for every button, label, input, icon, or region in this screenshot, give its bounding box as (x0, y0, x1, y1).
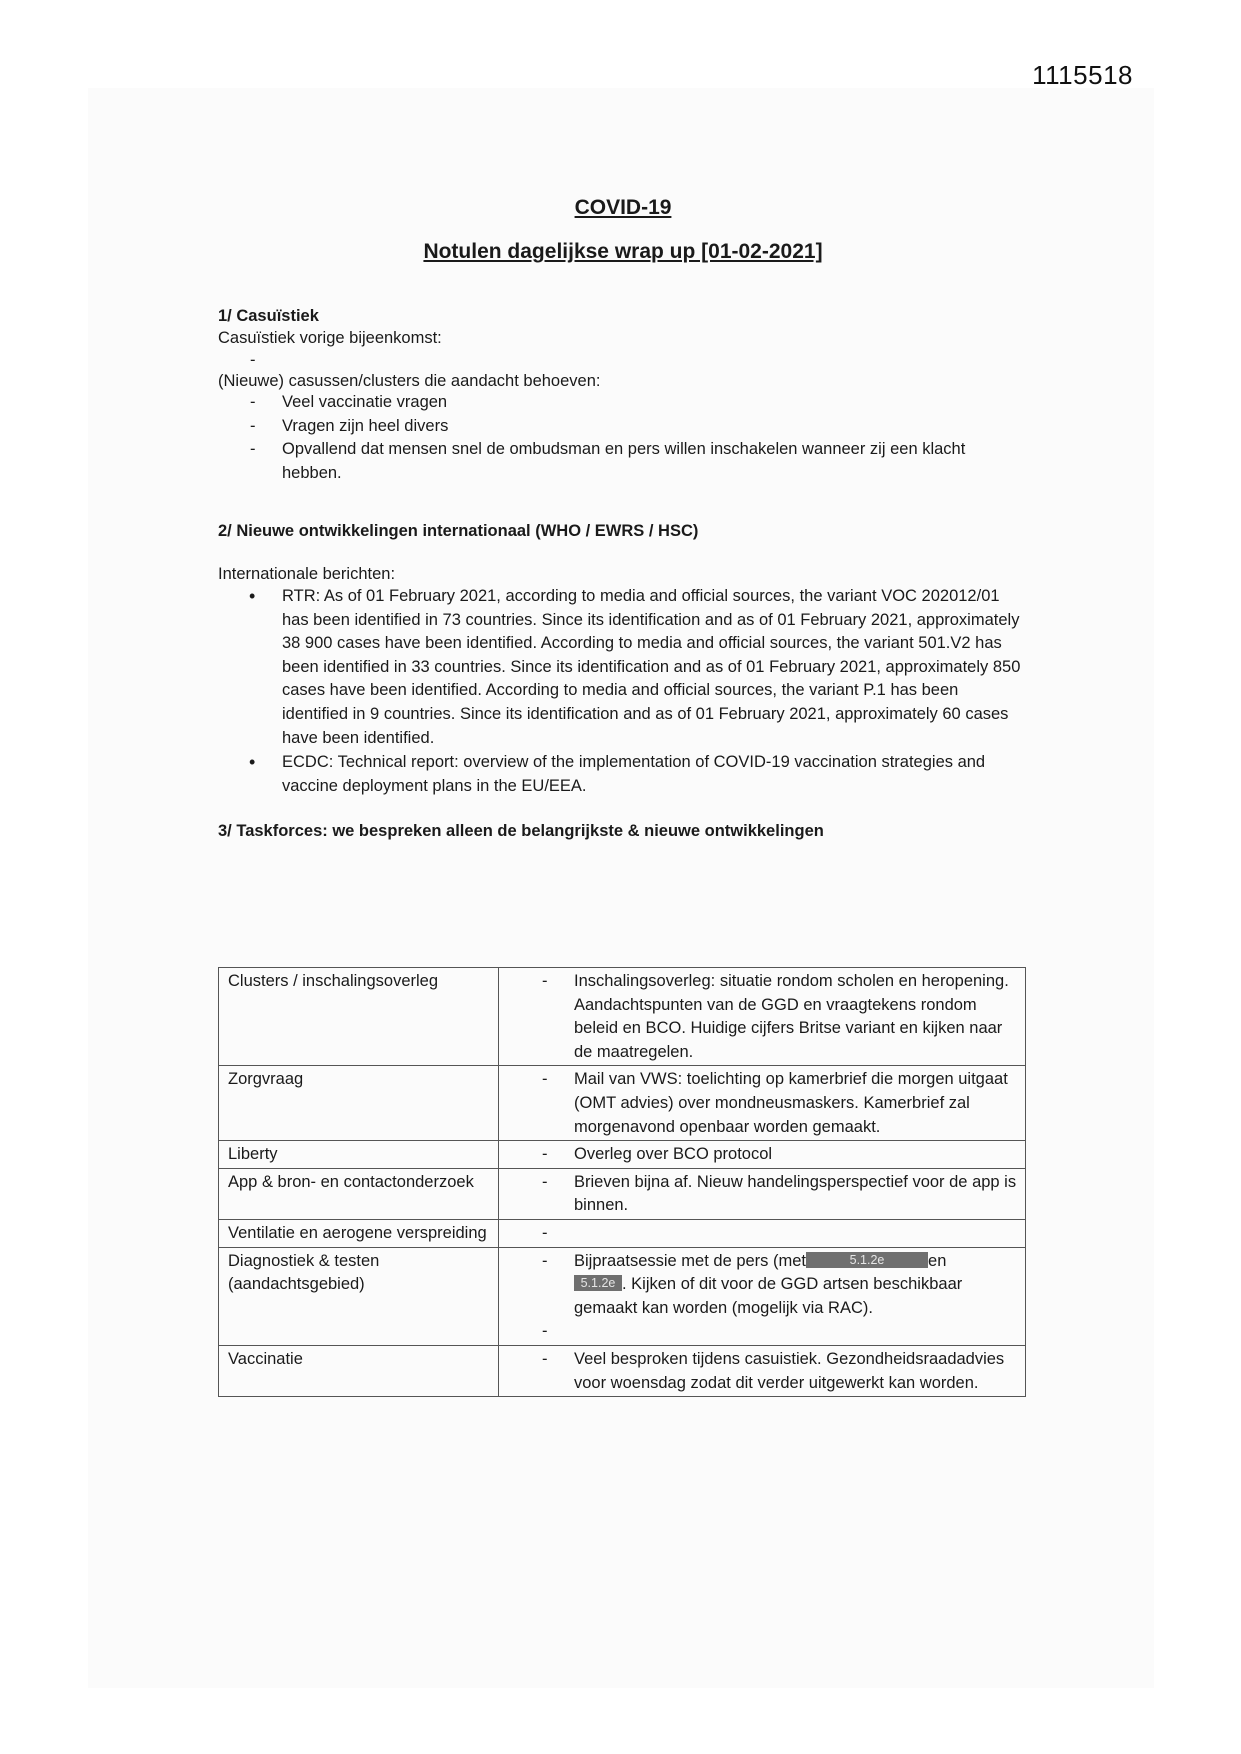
section1-prev-label: Casuïstiek vorige bijeenkomst: (218, 329, 442, 347)
note-text-b: en (928, 1251, 947, 1270)
taskforce-note: - Bijpraatsessie met de pers (met 5.1.2e en 5.1.2e . Kijken of dit voor de GGD artsen beschikbaar gemaakt kan worden (mogelijk via RAC). - (499, 1247, 1026, 1345)
list-item: - Veel vaccinatie vragen (218, 391, 1028, 415)
taskforce-note: - Mail van VWS: toelichting op kamerbrief die morgen uitgaat (OMT advies) over mondneusmaskers. Kamerbrief zal morgenavond openbaar worden gemaakt. (499, 1066, 1026, 1141)
taskforce-note: - (499, 1219, 1026, 1247)
taskforce-name: App & bron- en contactonderzoek (219, 1168, 499, 1219)
table-row (219, 1247, 1026, 1345)
taskforce-name: Vaccinatie (219, 1345, 499, 1396)
note-text-a: Bijpraatsessie met de pers (met (574, 1251, 807, 1270)
taskforce-name: Clusters / inschalingsoverleg (219, 968, 499, 1066)
note-text: Overleg over BCO protocol (574, 1145, 773, 1164)
note-text: Mail van VWS: toelichting op kamerbrief die morgen uitgaat (OMT advies) over mondneusmaskers. Kamerbrief zal morgenavond openbaar worden gemaakt. (574, 1070, 1008, 1136)
taskforce-note: - Veel besproken tijdens casuistiek. Gezondheidsraadadvies voor woensdag zodat dit verder uitgewerkt kan worden. (499, 1345, 1026, 1396)
note-text: Veel besproken tijdens casuistiek. Gezondheidsraadadvies voor woensdag zodat dit verder uitgewerkt kan worden. (574, 1349, 1005, 1392)
redaction-box: 5.1.2e (806, 1252, 928, 1268)
redaction-box: 5.1.2e (574, 1275, 622, 1291)
list-item: • ECDC: Technical report: overview of the implementation of COVID-19 vaccination strategies and vaccine deployment plans in the EU/EEA. (218, 751, 1028, 798)
section3-heading: 3/ Taskforces: we bespreken alleen de belangrijkste & nieuwe ontwikkelingen (218, 822, 824, 840)
list-item: - Vragen zijn heel divers (218, 415, 1028, 439)
empty-dash: - (542, 1322, 548, 1341)
note-text: Brieven bijna af. Nieuw handelingsperspectief voor de app is binnen. (574, 1172, 1017, 1215)
document-title: COVID-19 (574, 196, 672, 219)
table-row (219, 1345, 1026, 1396)
document-id: 1115518 (1032, 60, 1133, 90)
document-subtitle: Notulen dagelijkse wrap up [01-02-2021] (423, 240, 823, 263)
taskforce-note: - Overleg over BCO protocol (499, 1141, 1026, 1169)
section1-new-list (218, 391, 1028, 485)
section1-new-label: (Nieuwe) casussen/clusters die aandacht behoeven: (218, 372, 601, 390)
section2-heading: 2/ Nieuwe ontwikkelingen internationaal (WHO / EWRS / HSC) (218, 522, 699, 540)
note-text: Inschalingsoverleg: situatie rondom scholen en heropening. Aandachtspunten van de GGD en vraagtekens rondom beleid en BCO. Huidige cijfers Britse variant en kijken naar de maatregelen. (574, 972, 1009, 1061)
section2-label: Internationale berichten: (218, 565, 396, 583)
section1-heading: 1/ Casuïstiek (218, 307, 319, 325)
table-row (219, 1168, 1026, 1219)
list-item: - Opvallend dat mensen snel de ombudsman en pers willen inschakelen wanneer zij een klacht hebben. (218, 438, 1028, 485)
table-row (219, 968, 1026, 1066)
taskforce-name: Ventilatie en aerogene verspreiding (219, 1219, 499, 1247)
table-row (219, 1219, 1026, 1247)
table-row (219, 1066, 1026, 1141)
taskforce-note: - Inschalingsoverleg: situatie rondom scholen en heropening. Aandachtspunten van de GGD en vraagtekens rondom beleid en BCO. Huidige cijfers Britse variant en kijken naar de maatregelen. (499, 968, 1026, 1066)
taskforce-name: Zorgvraag (219, 1066, 499, 1141)
section2-list (218, 585, 1028, 798)
taskforce-name: Diagnostiek & testen (aandachtsgebied) (219, 1247, 499, 1345)
taskforce-name: Liberty (219, 1141, 499, 1169)
taskforce-table (218, 967, 1026, 1397)
note-text-c: . Kijken of dit voor de GGD artsen beschikbaar gemaakt kan worden (mogelijk via RAC). (574, 1275, 963, 1317)
table-row (219, 1141, 1026, 1169)
list-item: • RTR: As of 01 February 2021, according to media and official sources, the variant VOC 202012/01 has been identified in 73 countries. Since its identification and as of 01 February 2021, approximately 38 900 cases have been identified. According to media and official sources, the variant 501.V2 has been identified in 33 countries. Since its identification and as of 01 February 2021, approximately 850 cases have been identified. According to media and official sources, the variant P.1 has been identified in 9 countries. Since its identification and as of 01 February 2021, approximately 60 cases have been identified. (218, 585, 1028, 750)
taskforce-note: - Brieven bijna af. Nieuw handelingsperspectief voor de app is binnen. (499, 1168, 1026, 1219)
